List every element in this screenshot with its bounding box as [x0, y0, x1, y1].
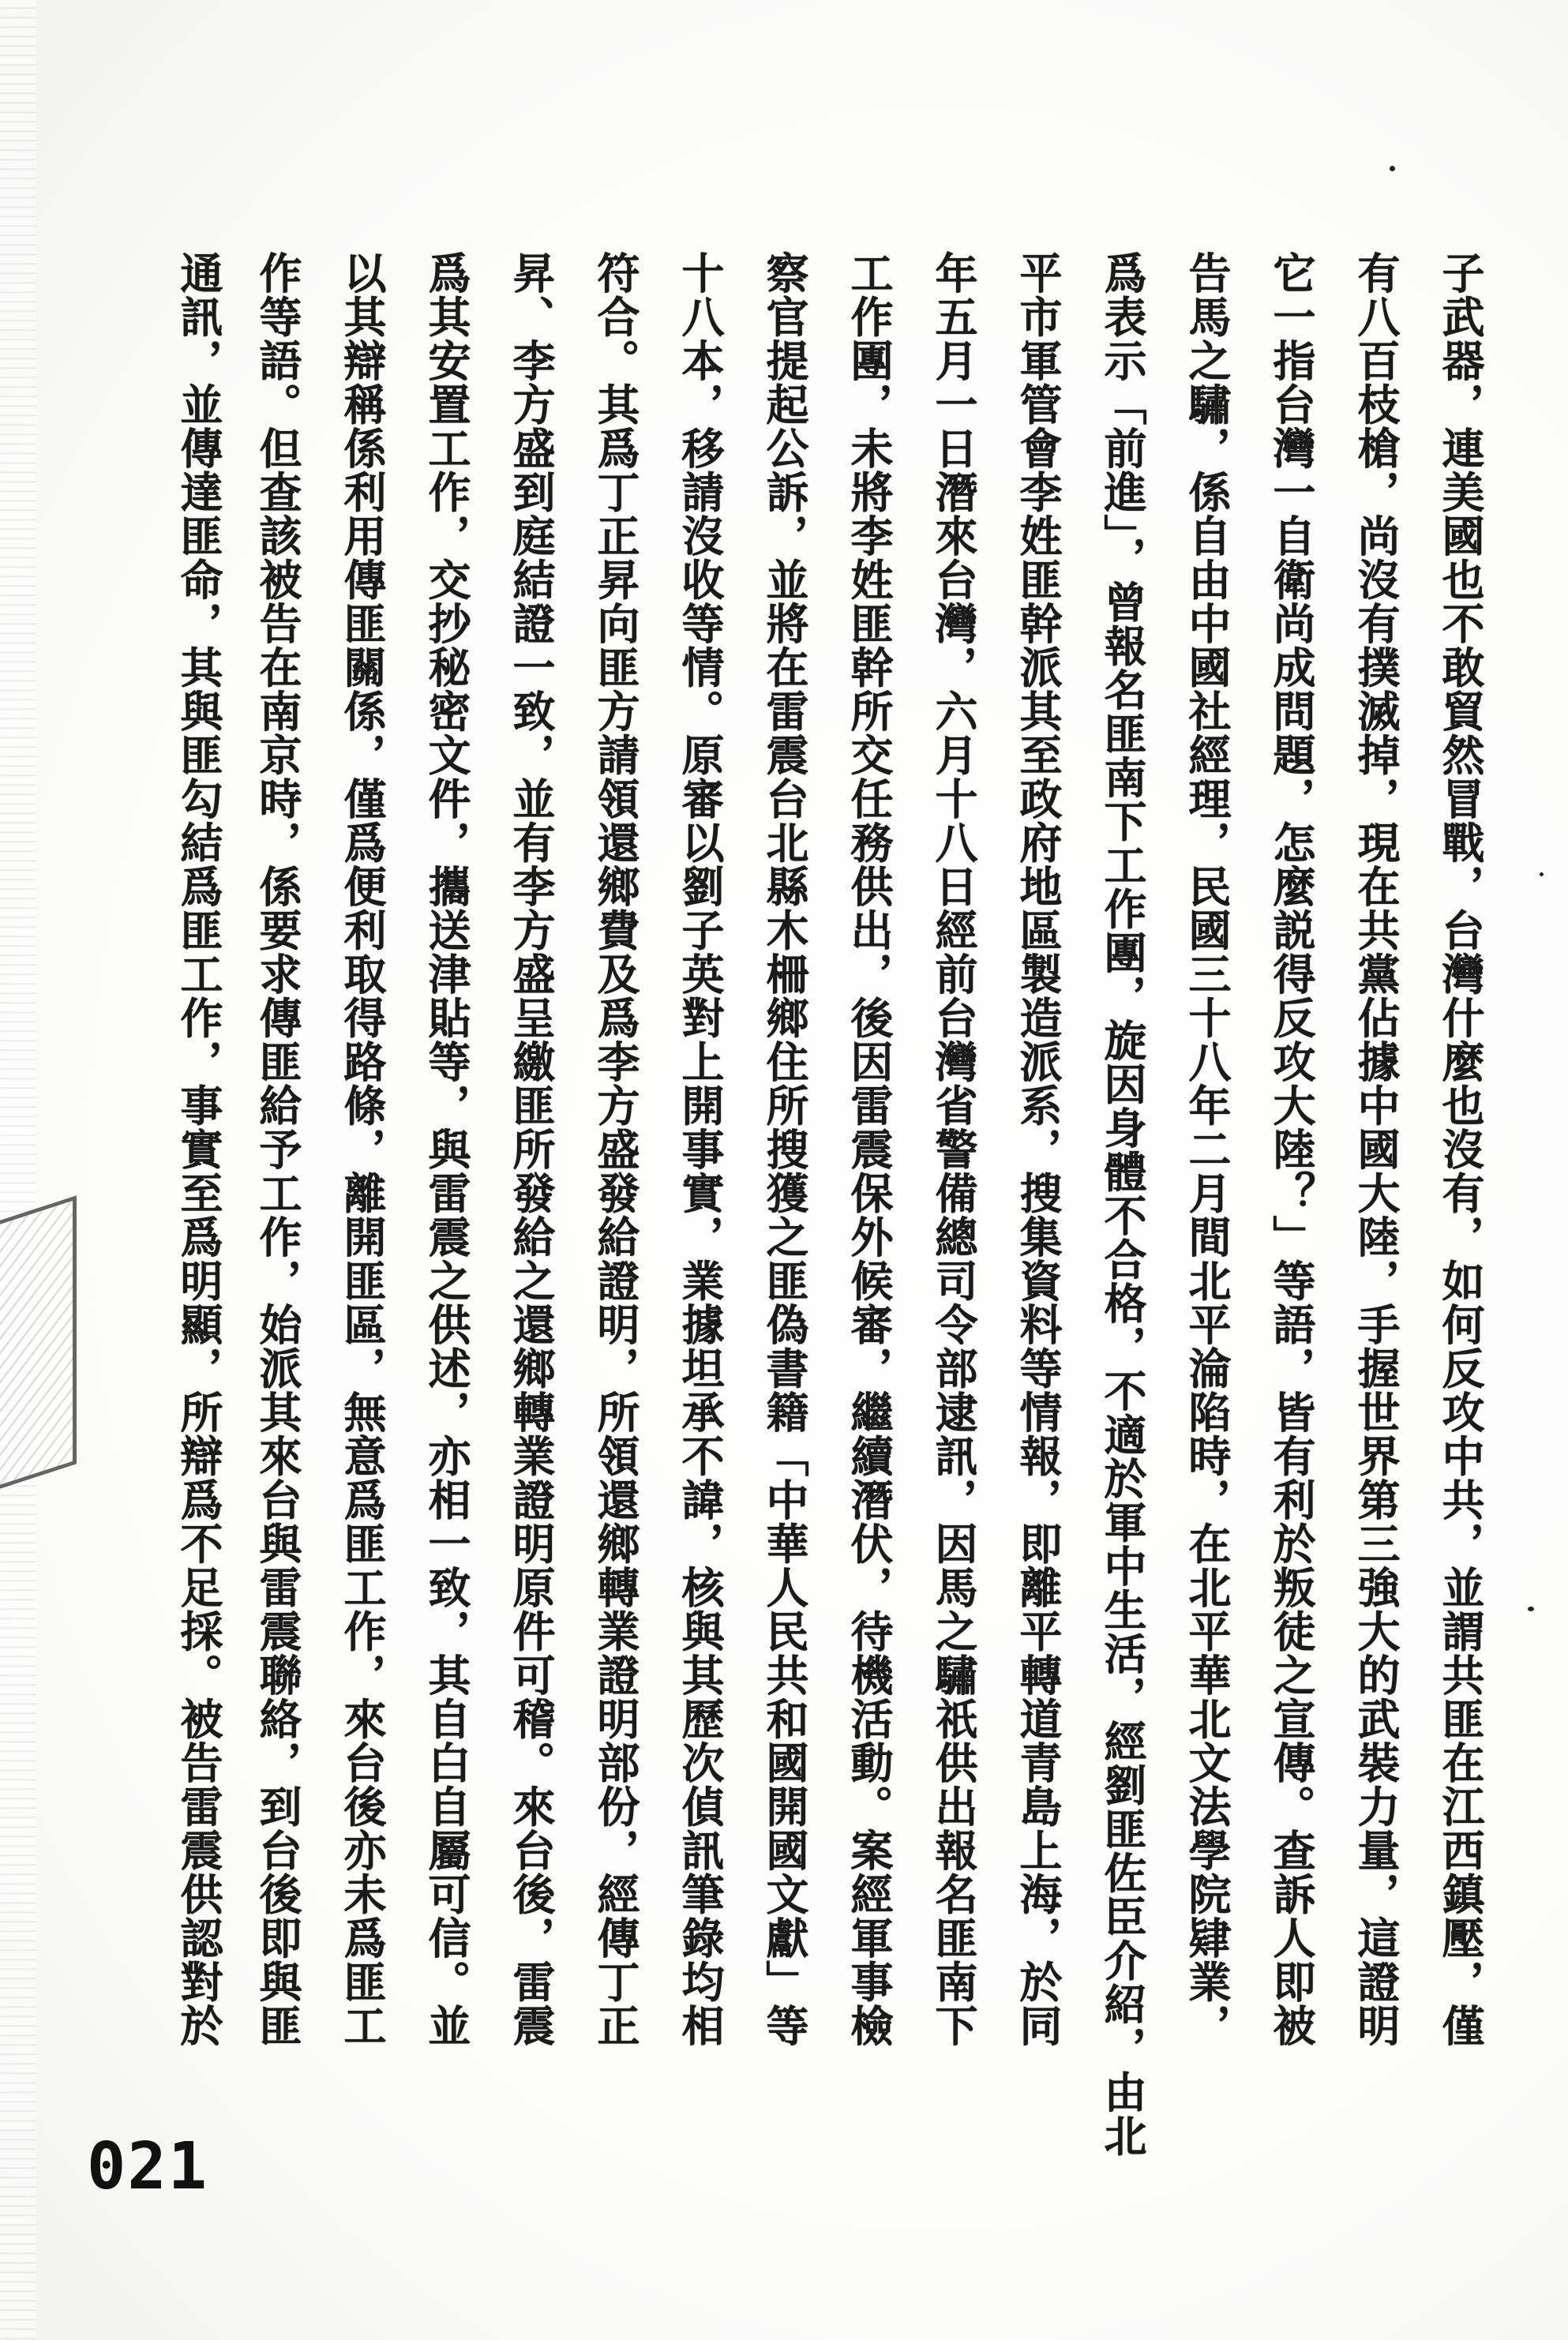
- text-column-12: 昇、李方盛到庭結證一致，並有李方盛呈繳匪所發給之還鄉轉業證明原件可稽。來台後，雷震: [506, 251, 557, 2048]
- vertical-text-block: [167, 251, 1492, 2201]
- text-column-13: 爲其安置工作，交抄秘密文件，攜送津貼等，與雷震之供述，亦相一致，其自白自屬可信。並: [422, 251, 472, 2048]
- scan-speck: [1390, 166, 1395, 171]
- text-column-8: 工作團，未將李姓匪幹所交任務供出，後因雷震保外候審，繼續潛伏，待機活動。案經軍事檢: [844, 251, 895, 2048]
- text-column-6: 平市軍管會李姓匪幹派其至政府地區製造派系，搜集資料等情報，即離平轉道青島上海，於同: [1013, 251, 1063, 2048]
- text-column-15: 作等語。但查該被告在南京時，係要求傳匪給予工作，始派其來台與雷震聯絡，到台後即與匪: [253, 251, 303, 2048]
- text-column-9: 察官提起公訴，並將在雷震台北縣木柵鄉住所搜獲之匪偽書籍「中華人民共和國開國文獻」等: [760, 251, 810, 2048]
- page-number: 021: [87, 2129, 209, 2204]
- text-column-4: 告馬之驌，係自由中國社經理，民國三十八年二月間北平淪陷時，在北平華北文法學院肄業，: [1182, 251, 1232, 2048]
- binding-edge: [0, 0, 36, 2340]
- text-column-11: 符合。其爲丁正昇向匪方請領還鄉費及爲李方盛發給證明，所領還鄉轉業證明部份，經傳丁正: [591, 251, 641, 2048]
- seal-stamp: [0, 1195, 77, 1489]
- text-column-10: 十八本，移請沒收等情。原審以劉子英對上開事實，業據坦承不諱，核與其歷次偵訊筆錄均相: [675, 251, 726, 2048]
- text-column-3: 它一指台灣一自衛尚成問題，怎麼説得反攻大陸？」等語，皆有利於叛徒之宣傳。查訴人即被: [1266, 251, 1317, 2048]
- text-column-2: 有八百枝槍，尚沒有撲滅掉，現在共黨佔據中國大陸，手握世界第三強大的武裝力量，這證明: [1351, 251, 1401, 2048]
- text-column-14: 以其辯稱係利用傳匪關係，僅爲便利取得路條，離開匪區，無意爲匪工作，來台後亦未爲匪工: [337, 251, 388, 2048]
- scan-speck: [1540, 872, 1544, 876]
- scan-speck: [1528, 1607, 1534, 1611]
- text-column-5: 爲表示「前進」，曾報名匪南下工作團，旋因身體不合格，不適於軍中生活，經劉匪佐臣介紹，由北: [1097, 251, 1148, 2158]
- text-column-16: 通訊，並傳達匪命，其與匪勾結爲匪工作，事實至爲明顯，所辯爲不足採。被告雷震供認對於: [174, 251, 224, 2048]
- text-column-1: 子武器，連美國也不敢貿然冒戰，台灣什麼也沒有，如何反攻中共，並謂共匪在江西鎮壓，僅: [1435, 251, 1486, 2048]
- text-column-7: 年五月一日潛來台灣，六月十八日經前台灣省警備總司令部逮訊，因馬之驌祇供出報名匪南下: [928, 251, 979, 2048]
